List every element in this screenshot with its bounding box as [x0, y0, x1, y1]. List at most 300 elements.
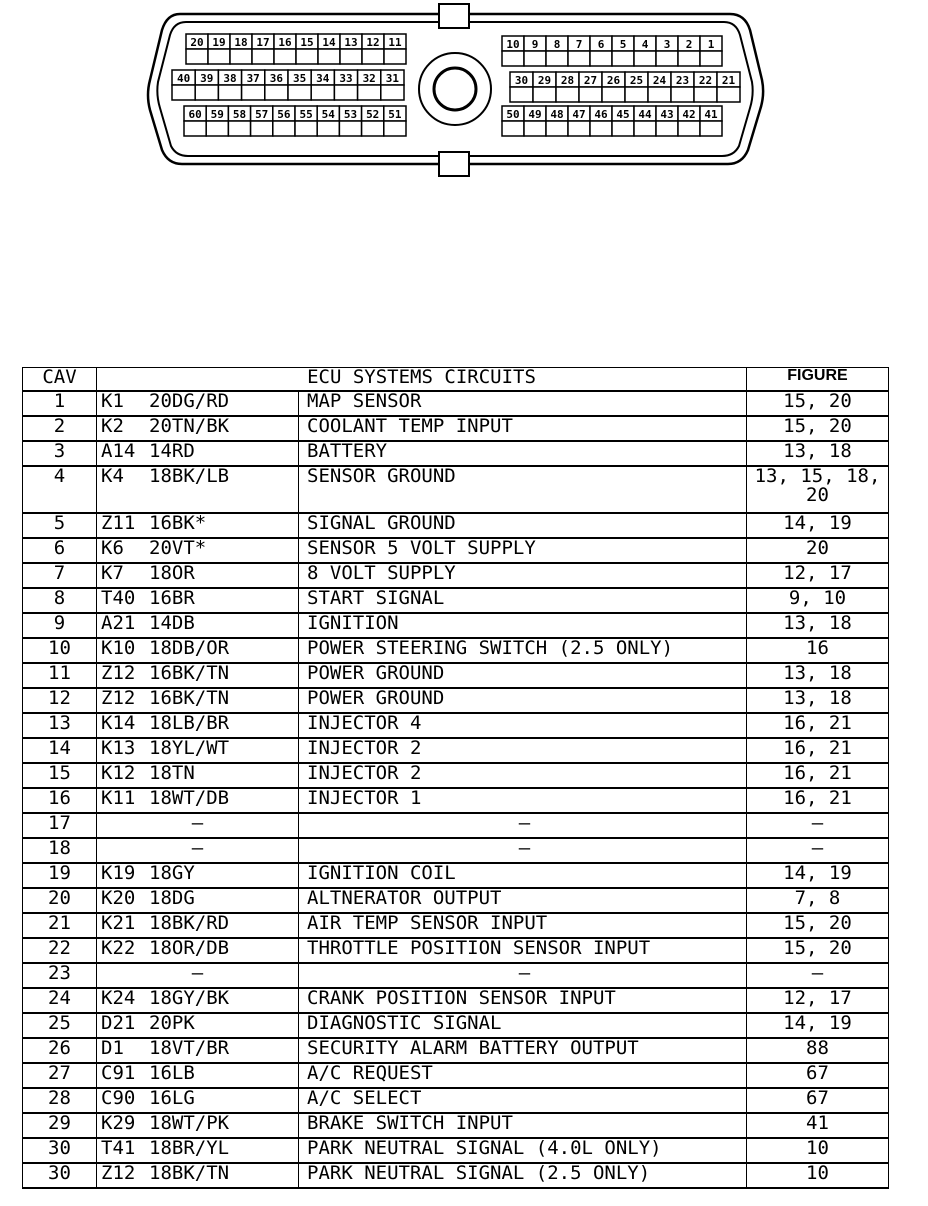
figure-reference: 10 [747, 1138, 889, 1163]
cav-number: 12 [23, 688, 97, 713]
circuit-description: BATTERY [299, 441, 747, 466]
circuit-description: IGNITION COIL [299, 863, 747, 888]
header-cav: CAV [23, 368, 97, 392]
connector-pin-cavity [186, 49, 208, 64]
connector-pin-number: 43 [660, 108, 674, 121]
connector-pin-number: 23 [675, 74, 690, 87]
cav-number: 23 [23, 963, 97, 988]
circuit-code: C90 [101, 1088, 136, 1109]
table-row [23, 1063, 889, 1088]
connector-pin-cavity [634, 51, 656, 66]
circuit-description: CRANK POSITION SENSOR INPUT [299, 988, 747, 1013]
connector-pin-cavity [288, 85, 311, 100]
circuit-wire [97, 688, 299, 713]
table-row [23, 588, 889, 613]
circuit-code: K7 [101, 563, 124, 584]
circuit-wire [97, 788, 299, 813]
cav-number: 27 [23, 1063, 97, 1088]
circuit-description: — [299, 838, 747, 863]
circuit-code: Z12 [101, 663, 136, 684]
figure-reference: 13, 18 [747, 441, 889, 466]
figure-reference: 88 [747, 1038, 889, 1063]
figure-reference: 16, 21 [747, 713, 889, 738]
circuit-wire [97, 738, 299, 763]
figure-reference: 13, 15, 18, 20 [747, 466, 889, 513]
circuit-description: BRAKE SWITCH INPUT [299, 1113, 747, 1138]
cav-number: 24 [23, 988, 97, 1013]
circuit-description: 8 VOLT SUPPLY [299, 563, 747, 588]
table-row [23, 963, 889, 988]
figure-reference: 16 [747, 638, 889, 663]
connector-pin-cavity [318, 49, 340, 64]
connector-pin-cavity [195, 85, 218, 100]
connector-pin-cavity [502, 121, 524, 136]
wire-gauge-color: 18GY [149, 863, 195, 884]
circuit-description: INJECTOR 2 [299, 763, 747, 788]
ecu-pinout-table [22, 367, 889, 1189]
connector-pin-number: 11 [388, 36, 402, 49]
table-row [23, 416, 889, 441]
figure-reference: 20 [747, 538, 889, 563]
connector-pin-number: 4 [641, 38, 649, 51]
circuit-wire [97, 513, 299, 538]
connector-pin-number: 36 [269, 72, 284, 85]
connector-pin-number: 17 [256, 36, 270, 49]
connector-pin-cavity [184, 121, 206, 136]
connector-pin-number: 27 [583, 74, 598, 87]
connector-pin-cavity [700, 121, 722, 136]
circuit-description: MAP SENSOR [299, 391, 747, 416]
connector-pin-cavity [510, 87, 533, 102]
table-header-row [23, 368, 889, 392]
connector-pin-number: 42 [682, 108, 696, 121]
table-row [23, 938, 889, 963]
connector-pin-number: 32 [362, 72, 376, 85]
connector-pin-cavity [296, 49, 318, 64]
table-row [23, 1163, 889, 1188]
table-row [23, 1138, 889, 1163]
connector-pin-cavity [274, 49, 296, 64]
connector-pin-cavity [228, 121, 250, 136]
figure-reference: 14, 19 [747, 1013, 889, 1038]
connector-pin-cavity [625, 87, 648, 102]
cav-number: 3 [23, 441, 97, 466]
wire-gauge-color: 20VT* [149, 538, 207, 559]
connector-pin-number: 54 [321, 108, 335, 121]
connector-pin-number: 19 [212, 36, 226, 49]
circuit-description: DIAGNOSTIC SIGNAL [299, 1013, 747, 1038]
pinout-rows [23, 391, 889, 1188]
connector-pin-cavity [568, 51, 590, 66]
connector-pin-cavity [502, 51, 524, 66]
table-row [23, 763, 889, 788]
circuit-wire [97, 563, 299, 588]
circuit-code: T40 [101, 588, 136, 609]
connector-pin-number: 34 [316, 72, 330, 85]
connector-pin-cavity [340, 49, 362, 64]
cav-number: 14 [23, 738, 97, 763]
connector-pin-number: 60 [188, 108, 202, 121]
connector-pin-number: 51 [388, 108, 402, 121]
circuit-wire [97, 763, 299, 788]
table-row [23, 638, 889, 663]
circuit-code: A21 [101, 613, 136, 634]
wire-gauge-color: 16BK/TN [149, 688, 230, 709]
cav-number: 30 [23, 1138, 97, 1163]
connector-pin-number: 35 [292, 72, 307, 85]
connector-pin-number: 1 [707, 38, 715, 51]
circuit-code: K22 [101, 938, 136, 959]
circuit-description: POWER GROUND [299, 688, 747, 713]
connector-pin-cavity [265, 85, 288, 100]
wire-gauge-color: 16LG [149, 1088, 195, 1109]
connector-pin-cavity [546, 51, 568, 66]
connector-pin-cavity [251, 121, 273, 136]
circuit-description: COOLANT TEMP INPUT [299, 416, 747, 441]
wire-gauge-color: 14RD [149, 441, 195, 462]
connector-pin-number: 40 [176, 72, 191, 85]
cav-number: 26 [23, 1038, 97, 1063]
cav-number: 2 [23, 416, 97, 441]
connector-pin-cavity [206, 121, 228, 136]
circuit-wire: — [97, 813, 299, 838]
wire-gauge-color: 18BK/RD [149, 913, 230, 934]
wire-gauge-color: 18BK/TN [149, 1163, 230, 1184]
cav-number: 13 [23, 713, 97, 738]
connector-pin-cavity [524, 51, 546, 66]
table-row [23, 988, 889, 1013]
circuit-wire [97, 888, 299, 913]
wire-gauge-color: 18WT/PK [149, 1113, 230, 1134]
table-row [23, 1088, 889, 1113]
circuit-code: C91 [101, 1063, 136, 1084]
cav-number: 4 [23, 466, 97, 513]
cav-number: 28 [23, 1088, 97, 1113]
connector-pin-number: 52 [366, 108, 380, 121]
connector-pin-number: 28 [560, 74, 575, 87]
connector-pin-cavity [656, 121, 678, 136]
figure-reference: 16, 21 [747, 788, 889, 813]
ecu-connector-diagram [0, 0, 928, 190]
connector-pin-number: 18 [234, 36, 248, 49]
figure-reference: 10 [747, 1163, 889, 1188]
circuit-wire [97, 1138, 299, 1163]
table-row [23, 391, 889, 416]
circuit-code: K2 [101, 416, 124, 437]
circuit-wire [97, 663, 299, 688]
figure-reference: 15, 20 [747, 938, 889, 963]
connector-pin-cavity [568, 121, 590, 136]
circuit-description: POWER GROUND [299, 663, 747, 688]
connector-pin-number: 12 [366, 36, 380, 49]
circuit-code: A14 [101, 441, 136, 462]
circuit-description: ALTNERATOR OUTPUT [299, 888, 747, 913]
table-row [23, 663, 889, 688]
circuit-wire [97, 391, 299, 416]
circuit-wire [97, 416, 299, 441]
wire-gauge-color: 18DB/OR [149, 638, 230, 659]
wire-gauge-color: 16LB [149, 1063, 195, 1084]
circuit-code: K6 [101, 538, 124, 559]
connector-pin-number: 46 [594, 108, 608, 121]
circuit-wire [97, 638, 299, 663]
connector-pin-cavity [602, 87, 625, 102]
table-row [23, 563, 889, 588]
wire-gauge-color: 18GY/BK [149, 988, 230, 1009]
connector-pin-number: 39 [200, 72, 214, 85]
figure-reference: — [747, 963, 889, 988]
connector-pin-number: 58 [232, 108, 247, 121]
connector-pin-number: 22 [698, 74, 713, 87]
wire-gauge-color: 18VT/BR [149, 1038, 230, 1059]
table-row [23, 1013, 889, 1038]
circuit-code: K21 [101, 913, 136, 934]
connector-pin-cavity [678, 121, 700, 136]
wire-gauge-color: 20TN/BK [149, 416, 230, 437]
circuit-code: K10 [101, 638, 136, 659]
figure-reference: 13, 18 [747, 663, 889, 688]
connector-pin-number: 57 [255, 108, 269, 121]
figure-reference: 12, 17 [747, 563, 889, 588]
figure-reference: 16, 21 [747, 738, 889, 763]
circuit-wire [97, 913, 299, 938]
wire-gauge-color: 18WT/DB [149, 788, 230, 809]
connector-pin-number: 14 [322, 36, 336, 49]
circuit-description: SECURITY ALARM BATTERY OUTPUT [299, 1038, 747, 1063]
connector-center-bolt-outer [419, 53, 491, 125]
cav-number: 19 [23, 863, 97, 888]
circuit-description: POWER STEERING SWITCH (2.5 ONLY) [299, 638, 747, 663]
circuit-description: AIR TEMP SENSOR INPUT [299, 913, 747, 938]
circuit-code: K11 [101, 788, 136, 809]
circuit-wire [97, 988, 299, 1013]
cav-number: 20 [23, 888, 97, 913]
cav-number: 6 [23, 538, 97, 563]
cav-number: 5 [23, 513, 97, 538]
cav-number: 18 [23, 838, 97, 863]
circuit-wire [97, 1013, 299, 1038]
connector-pin-number: 13 [344, 36, 358, 49]
connector-pin-number: 47 [572, 108, 586, 121]
wire-gauge-color: 18OR [149, 563, 195, 584]
figure-reference: 9, 10 [747, 588, 889, 613]
table-row [23, 713, 889, 738]
circuit-code: K1 [101, 391, 124, 412]
header-figure: FIGURE [747, 368, 889, 392]
connector-pin-cavity [339, 121, 361, 136]
figure-reference: 15, 20 [747, 416, 889, 441]
circuit-code: K19 [101, 863, 136, 884]
connector-pin-cavity [612, 51, 634, 66]
wire-gauge-color: 18BK/LB [149, 466, 230, 487]
connector-pin-cavity [694, 87, 717, 102]
figure-reference: — [747, 838, 889, 863]
wire-gauge-color: 18BR/YL [149, 1138, 230, 1159]
connector-pin-number: 9 [531, 38, 539, 51]
table-row [23, 888, 889, 913]
table-row [23, 813, 889, 838]
cav-number: 22 [23, 938, 97, 963]
connector-pin-cavity [524, 121, 546, 136]
connector-pin-cavity [590, 51, 612, 66]
connector-pin-number: 10 [506, 38, 520, 51]
connector-pin-number: 5 [619, 38, 627, 51]
wire-gauge-color: 18TN [149, 763, 195, 784]
figure-reference: 14, 19 [747, 513, 889, 538]
circuit-code: K20 [101, 888, 136, 909]
connector-pin-number: 21 [721, 74, 736, 87]
circuit-code: D1 [101, 1038, 124, 1059]
wire-gauge-color: 18DG [149, 888, 195, 909]
circuit-code: K14 [101, 713, 136, 734]
wire-gauge-color: 16BK/TN [149, 663, 230, 684]
connector-pin-number: 15 [300, 36, 314, 49]
connector-pin-cavity [590, 121, 612, 136]
connector-pin-number: 56 [277, 108, 291, 121]
connector-pin-number: 49 [528, 108, 542, 121]
circuit-wire [97, 588, 299, 613]
connector-pin-number: 24 [652, 74, 667, 87]
circuit-description: A/C REQUEST [299, 1063, 747, 1088]
cav-number: 9 [23, 613, 97, 638]
table-row [23, 788, 889, 813]
connector-pin-cavity [700, 51, 722, 66]
circuit-code: D21 [101, 1013, 136, 1034]
circuit-code: K12 [101, 763, 136, 784]
circuit-description: INJECTOR 1 [299, 788, 747, 813]
wire-gauge-color: 16BR [149, 588, 195, 609]
connector-pin-cavity [230, 49, 252, 64]
connector-pin-number: 8 [553, 38, 561, 51]
table-row [23, 538, 889, 563]
cav-number: 15 [23, 763, 97, 788]
connector-pin-number: 55 [299, 108, 313, 121]
cav-number: 29 [23, 1113, 97, 1138]
table-row [23, 863, 889, 888]
cav-number: 21 [23, 913, 97, 938]
circuit-code: Z11 [101, 513, 136, 534]
connector-pin-cavity [295, 121, 317, 136]
figure-reference: 7, 8 [747, 888, 889, 913]
connector-pin-number: 29 [537, 74, 552, 87]
table-row [23, 688, 889, 713]
wire-gauge-color: 18YL/WT [149, 738, 230, 759]
connector-pin-cavity [717, 87, 740, 102]
table-row [23, 1113, 889, 1138]
table-row [23, 838, 889, 863]
header-systems: ECU SYSTEMS CIRCUITS [97, 368, 747, 392]
cav-number: 30 [23, 1163, 97, 1188]
connector-pin-number: 30 [514, 74, 529, 87]
connector-pin-number: 25 [629, 74, 644, 87]
connector-pin-number: 3 [663, 38, 671, 51]
circuit-code: T41 [101, 1138, 136, 1159]
figure-reference: 67 [747, 1063, 889, 1088]
connector-pin-cavity [612, 121, 634, 136]
connector-pin-cavity [384, 49, 406, 64]
connector-pin-cavity [172, 85, 195, 100]
connector-pin-number: 38 [223, 72, 237, 85]
wire-gauge-color: 18OR/DB [149, 938, 230, 959]
connector-pin-cavity [273, 121, 295, 136]
connector-key-bottom [439, 152, 469, 176]
circuit-wire [97, 613, 299, 638]
circuit-description: SIGNAL GROUND [299, 513, 747, 538]
circuit-wire [97, 1088, 299, 1113]
connector-pin-number: 26 [606, 74, 621, 87]
circuit-wire [97, 538, 299, 563]
connector-pin-cavity [362, 49, 384, 64]
connector-pin-cavity [381, 85, 404, 100]
connector-pin-number: 20 [190, 36, 204, 49]
connector-pin-cavity [533, 87, 556, 102]
connector-pin-cavity [678, 51, 700, 66]
connector-pin-cavity [634, 121, 656, 136]
table-row [23, 613, 889, 638]
circuit-description: A/C SELECT [299, 1088, 747, 1113]
wire-gauge-color: 16BK* [149, 513, 207, 534]
connector-pin-number: 7 [575, 38, 583, 51]
connector-pin-number: 45 [616, 108, 630, 121]
cav-number: 10 [23, 638, 97, 663]
circuit-code: K13 [101, 738, 136, 759]
cav-number: 8 [23, 588, 97, 613]
connector-pin-number: 48 [550, 108, 564, 121]
connector-pin-cavity [317, 121, 339, 136]
figure-reference: 16, 21 [747, 763, 889, 788]
circuit-description: SENSOR GROUND [299, 466, 747, 513]
cav-number: 7 [23, 563, 97, 588]
figure-reference: 41 [747, 1113, 889, 1138]
circuit-wire [97, 441, 299, 466]
circuit-wire [97, 1038, 299, 1063]
wire-gauge-color: 20DG/RD [149, 391, 230, 412]
cav-number: 25 [23, 1013, 97, 1038]
connector-pin-cavity [311, 85, 334, 100]
circuit-wire [97, 466, 299, 513]
connector-pin-cavity [579, 87, 602, 102]
table-row [23, 513, 889, 538]
connector-pin-number: 53 [343, 108, 358, 121]
circuit-description: THROTTLE POSITION SENSOR INPUT [299, 938, 747, 963]
table-row [23, 466, 889, 513]
connector-pin-cavity [648, 87, 671, 102]
cav-number: 11 [23, 663, 97, 688]
circuit-wire: — [97, 963, 299, 988]
connector-pin-number: 16 [278, 36, 292, 49]
table-row [23, 441, 889, 466]
connector-pin-cavity [656, 51, 678, 66]
connector-pin-number: 33 [339, 72, 353, 85]
connector-pin-number: 6 [597, 38, 605, 51]
circuit-wire [97, 863, 299, 888]
circuit-wire [97, 1163, 299, 1188]
connector-key-top [439, 4, 469, 28]
figure-reference: — [747, 813, 889, 838]
circuit-wire [97, 713, 299, 738]
connector-pin-cavity [671, 87, 694, 102]
connector-pin-cavity [218, 85, 241, 100]
connector-pin-number: 41 [704, 108, 718, 121]
wire-gauge-color: 18LB/BR [149, 713, 230, 734]
circuit-description: INJECTOR 2 [299, 738, 747, 763]
circuit-wire [97, 1063, 299, 1088]
circuit-description: — [299, 813, 747, 838]
connector-pin-cavity [334, 85, 357, 100]
cav-number: 16 [23, 788, 97, 813]
connector-pin-cavity [358, 85, 381, 100]
connector-pin-cavity [556, 87, 579, 102]
